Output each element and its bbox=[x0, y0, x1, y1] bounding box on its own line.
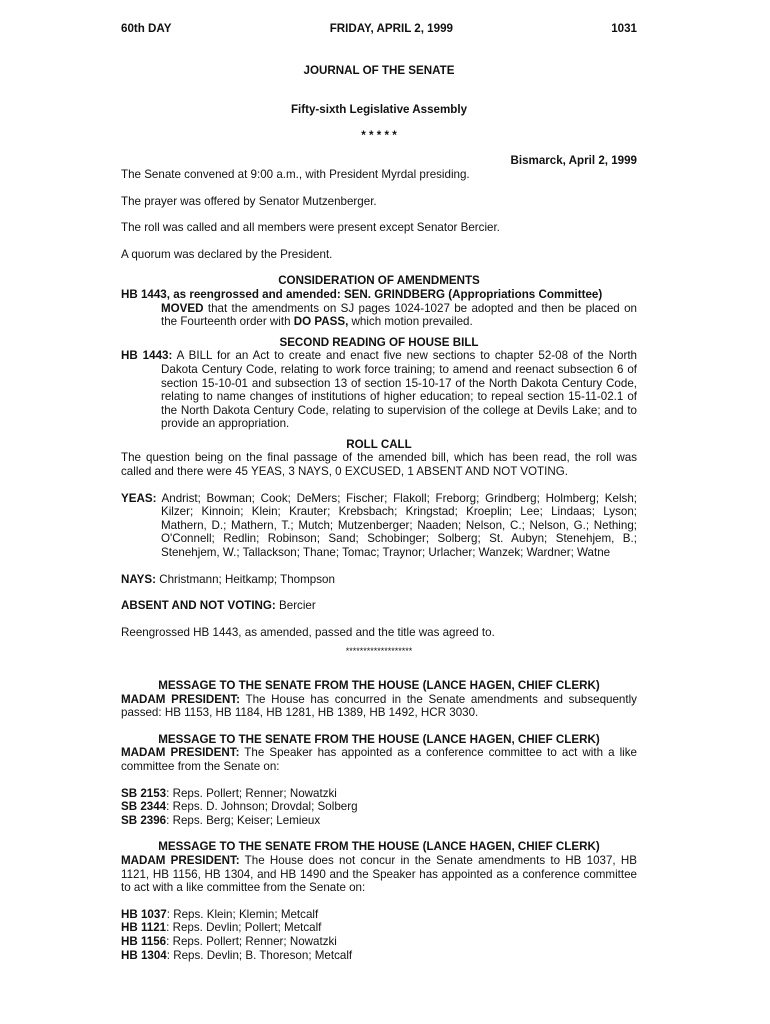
place-date: Bismarck, April 2, 1999 bbox=[510, 154, 637, 168]
bill-label: HB 1443: bbox=[121, 349, 173, 363]
amendments-lead: HB 1443, as reengrossed and amended: SEN. GRINDBERG (Appropriations Committee) bbox=[121, 287, 603, 301]
list-item bbox=[121, 908, 637, 922]
amendments-heading: CONSIDERATION OF AMENDMENTS bbox=[278, 274, 480, 288]
list-item-bill: HB 1037 bbox=[121, 907, 167, 921]
nays-label: NAYS: bbox=[121, 572, 157, 586]
stars-separator: * * * * * bbox=[361, 128, 397, 142]
message-1-heading: MESSAGE TO THE SENATE FROM THE HOUSE (LANCE HAGEN, CHIEF CLERK) bbox=[158, 679, 600, 692]
intro-roll: The roll was called and all members were present except Senator Bercier. bbox=[121, 221, 500, 235]
amendments-text-2: which motion prevailed. bbox=[348, 315, 473, 329]
message-1-text bbox=[121, 693, 637, 720]
moved-label: MOVED bbox=[161, 301, 204, 315]
list-item-bill: HB 1304 bbox=[121, 948, 167, 962]
journal-page bbox=[121, 22, 637, 962]
message-3-heading: MESSAGE TO THE SENATE FROM THE HOUSE (LANCE HAGEN, CHIEF CLERK) bbox=[158, 840, 600, 854]
message-1-body: The House has concurred in the Senate amendments and subsequently passed: HB 1153, HB 1184, HB 1281, HB 1389, HB 1492, HCR 3030. bbox=[121, 692, 637, 720]
list-item-reps: : Reps. Pollert; Renner; Nowatzki bbox=[166, 786, 337, 800]
list-item-bill: SB 2396 bbox=[121, 813, 167, 827]
yeas-names: Andrist; Bowman; Cook; DeMers; Fischer; Flakoll; Freborg; Grindberg; Holmberg; Kelsh; Kilzer; Kinnoin; Klein; Krauter; Krebsbach; Kringstad; Kroeplin; Lee; Lindaas; Lyson; Mathern, D.; Mathern, T.; Mutch; Mutzenberger; Naaden; Nelson, C.; Nelson, G.; Nething; O'Connell; Redlin; Robinson; Sand; Schobinger; Solberg; St. Aubyn; Stenehjem, B.; Stenehjem, W.; Tallackson; Thane; Tomac; Traynor; Urlacher; Wanzek; Wardner; Watne bbox=[156, 491, 637, 560]
intro-convened: The Senate convened at 9:00 a.m., with President Myrdal presiding. bbox=[121, 167, 470, 181]
absent-label: ABSENT AND NOT VOTING: bbox=[121, 599, 276, 613]
bill-description: A BILL for an Act to create and enact five new sections to chapter 52-08 of the North Dakota Century Code, relating to work force training; to amend and reenact subsection 6 of section 15-10-01 and subsection 13 of section 15-10-17 of the North Dakota Century Code, relating to name changes of institutions of higher education; to repeal section 15-11-02.1 of the North Dakota Century Code, relating to supervision of the college at Devils Lake; and to provide an appropriation. bbox=[161, 349, 637, 431]
message-3-text bbox=[121, 854, 637, 895]
absent-list bbox=[121, 599, 637, 613]
message-1-label: MADAM PRESIDENT: bbox=[121, 692, 241, 706]
list-item bbox=[121, 935, 637, 949]
list-item bbox=[121, 949, 637, 963]
header-date: FRIDAY, APRIL 2, 1999 bbox=[329, 22, 453, 35]
list-item-bill: HB 1121 bbox=[121, 921, 167, 935]
intro-prayer: The prayer was offered by Senator Mutzenberger. bbox=[121, 194, 377, 208]
message-2-heading: MESSAGE TO THE SENATE FROM THE HOUSE (LANCE HAGEN, CHIEF CLERK) bbox=[158, 732, 600, 746]
list-item bbox=[121, 814, 637, 828]
assembly-name: Fifty-sixth Legislative Assembly bbox=[290, 103, 468, 117]
list-item bbox=[121, 787, 637, 801]
yeas-list bbox=[121, 492, 637, 560]
list-item-reps: : Reps. Devlin; B. Thoreson; Metcalf bbox=[166, 948, 353, 962]
running-header bbox=[121, 22, 637, 36]
list-item-reps: : Reps. D. Johnson; Drovdal; Solberg bbox=[166, 800, 358, 814]
list-item-bill: HB 1156 bbox=[121, 934, 167, 948]
intro-quorum: A quorum was declared by the President. bbox=[121, 247, 333, 261]
absent-names: Bercier bbox=[275, 599, 316, 613]
header-page-number: 1031 bbox=[611, 22, 637, 35]
list-item-reps: : Reps. Devlin; Pollert; Metcalf bbox=[166, 921, 322, 935]
list-item-reps: : Reps. Pollert; Renner; Nowatzki bbox=[166, 934, 337, 948]
list-item bbox=[121, 921, 637, 935]
nays-list bbox=[121, 573, 637, 587]
message-2-list bbox=[121, 787, 637, 828]
message-2-body: The Speaker has appointed as a conference committee to act with a like committee from the Senate on: bbox=[121, 746, 637, 773]
list-item bbox=[121, 800, 637, 814]
yeas-label: YEAS: bbox=[121, 491, 157, 505]
nays-names: Christmann; Heitkamp; Thompson bbox=[156, 572, 335, 586]
section-separator: ******************* bbox=[345, 646, 413, 657]
roll-call-heading: ROLL CALL bbox=[346, 437, 412, 451]
amendments-text-1: that the amendments on SJ pages 1024-1027 be adopted and then be placed on the Fourteenth order with bbox=[161, 301, 637, 329]
message-2-label: MADAM PRESIDENT: bbox=[121, 746, 240, 760]
roll-result: Reengrossed HB 1443, as amended, passed and the title was agreed to. bbox=[121, 625, 495, 639]
message-3-list bbox=[121, 908, 637, 962]
message-3-label: MADAM PRESIDENT: bbox=[121, 853, 240, 867]
message-2-text bbox=[121, 746, 637, 773]
amendments-motion bbox=[121, 302, 637, 329]
list-item-bill: SB 2153 bbox=[121, 786, 167, 800]
do-pass-label: DO PASS, bbox=[293, 315, 349, 329]
list-item-bill: SB 2344 bbox=[121, 800, 167, 814]
journal-title: JOURNAL OF THE SENATE bbox=[303, 63, 455, 77]
header-day: 60th DAY bbox=[121, 22, 172, 35]
roll-call-text: The question being on the final passage of the amended bill, which has been read, the roll was called and there were 45 YEAS, 3 NAYS, 0 EXCUSED, 1 ABSENT AND NOT VOTING. bbox=[121, 451, 637, 479]
list-item-reps: : Reps. Berg; Keiser; Lemieux bbox=[166, 813, 321, 827]
message-3-body: The House does not concur in the Senate amendments to HB 1037, HB 1121, HB 1156, HB 1304, and HB 1490 and the Speaker has appointed as a conference committee to act with a like committee from the Senate on: bbox=[121, 853, 637, 895]
second-reading-text bbox=[121, 349, 637, 431]
list-item-reps: : Reps. Klein; Klemin; Metcalf bbox=[166, 907, 319, 921]
second-reading-heading: SECOND READING OF HOUSE BILL bbox=[279, 335, 479, 349]
